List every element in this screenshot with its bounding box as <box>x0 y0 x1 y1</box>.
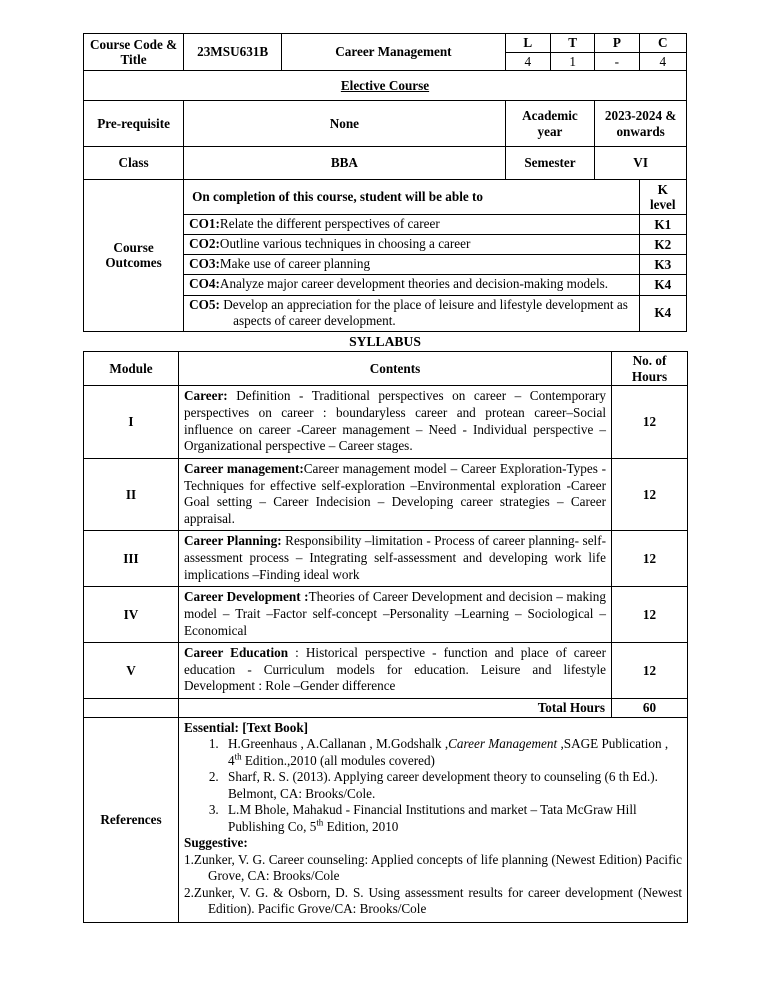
outcome-text-co2 <box>184 235 639 255</box>
outcome-code-co4: CO4: <box>189 276 220 292</box>
module-hours-4: 12 <box>612 587 688 643</box>
course-code-title-label: Course Code & Title <box>84 34 184 71</box>
reference-pre-2: Sharf, R. S. (2013). Applying career development theory to counseling (6 th Ed.). Belmont, CA: Brooks/Cole. <box>228 769 658 801</box>
ltpc-value-t: 1 <box>550 52 594 71</box>
module-contents-1 <box>179 386 612 459</box>
module-hours-3: 12 <box>612 531 688 587</box>
references-essential-heading: Essential: [Text Book] <box>184 719 309 735</box>
ltpc-value-c: 4 <box>639 52 686 71</box>
module-hours-1: 12 <box>612 386 688 459</box>
outcomes-intro-row <box>84 180 687 215</box>
module-body-1: Definition - Traditional perspectives on career – Contemporary perspectives on career : boundaryless career and protean career–Social influence on career -Career management – Need - Individual perspective – Organizational perspective – Career stages. <box>184 388 606 454</box>
syllabus-col-contents: Contents <box>179 352 612 386</box>
module-contents-2 <box>179 458 612 531</box>
prerequisite-row <box>84 101 687 147</box>
prerequisite-value: None <box>184 101 506 147</box>
outcome-text-co4 <box>184 275 639 295</box>
reference-sup-3: th <box>316 817 324 828</box>
outcome-k-co5: K4 <box>639 295 686 331</box>
reference-pre-3: L.M Bhole, Mahakud - Financial Institutions and market – Tata McGraw Hill Publishing Co, 5 <box>228 802 637 834</box>
module-body-4: Theories of Career Development and decision – making model – Trait –Factor self-concept –Personality –Learning – Sociological –Economical <box>184 589 606 638</box>
elective-course-cell <box>84 71 687 101</box>
reference-tail-3: Edition, 2010 <box>323 818 399 834</box>
ltpc-header-p: P <box>595 34 639 53</box>
table-row-module-5 <box>84 643 688 699</box>
module-numeral-4: IV <box>84 587 179 643</box>
references-essential-list <box>184 736 682 835</box>
module-body-3: Responsibility –limitation - Process of career planning- self-assessment process – Integrating self-assessment and developing work life implications –Finding ideal work <box>184 533 606 582</box>
syllabus-col-hours <box>612 352 688 386</box>
semester-value: VI <box>595 147 687 180</box>
list-item <box>222 802 682 835</box>
syllabus-header-row <box>84 352 688 386</box>
k-level-header-text: K level <box>649 181 676 213</box>
module-numeral-1: I <box>84 386 179 459</box>
table-row-module-2 <box>84 458 688 531</box>
module-body-2: Career management model – Career Exploration-Types -Techniques for effective self-exploration –Environmental exploration -Career Goal setting – Career Indecision – Developing career strategies – Career appraisal. <box>184 460 606 526</box>
module-lead-3: Career Planning: <box>184 533 282 549</box>
module-numeral-5: V <box>84 643 179 699</box>
module-hours-2: 12 <box>612 458 688 531</box>
outcome-desc-co2: Outline various techniques in choosing a career <box>219 236 471 252</box>
syllabus-col-hours-text: No. of Hours <box>631 353 668 384</box>
module-lead-1: Career: <box>184 388 228 404</box>
module-lead-2: Career management: <box>184 460 304 476</box>
outcome-code-co3: CO3: <box>189 256 220 272</box>
outcome-code-co2: CO2: <box>189 236 220 252</box>
outcome-k-co2: K2 <box>639 235 686 255</box>
list-item: 1.Zunker, V. G. Career counseling: Applied concepts of life planning (Newest Edition) Pacific Grove, CA: Brooks/Cole <box>184 851 682 884</box>
outcomes-intro-text: On completion of this course, student will be able to <box>184 180 639 215</box>
syllabus-table <box>83 351 688 922</box>
total-hours-spacer <box>84 699 179 718</box>
outcome-line-co5 <box>189 297 634 329</box>
list-item: 2.Zunker, V. G. & Osborn, D. S. Using assessment results for career development (Newest Edition). Pacific Grove/CA: Brooks/Cole <box>184 884 682 917</box>
course-header-table <box>83 33 687 332</box>
references-label: References <box>84 717 179 922</box>
module-body-5: : Historical perspective - function and place of career education - Curriculum models for education. Leisure and lifestyle Development : Role –Gender difference <box>184 645 606 694</box>
class-value: BBA <box>184 147 506 180</box>
ltpc-header-l: L <box>505 34 550 53</box>
k-level-header <box>639 180 686 215</box>
class-row <box>84 147 687 180</box>
course-title-row <box>84 34 687 53</box>
elective-course-label: Elective Course <box>340 77 430 93</box>
course-outcomes-label-text: Course Outcomes <box>105 239 162 271</box>
outcome-line-co4 <box>189 276 634 292</box>
table-row-module-1 <box>84 386 688 459</box>
total-hours-row <box>84 699 688 718</box>
semester-label: Semester <box>505 147 595 180</box>
elective-course-row <box>84 71 687 101</box>
academic-year-value: 2023-2024 & onwards <box>595 101 687 147</box>
academic-year-label: Academic year <box>505 101 595 147</box>
outcome-code-co1: CO1: <box>189 216 220 232</box>
outcome-k-co4: K4 <box>639 275 686 295</box>
module-numeral-3: III <box>84 531 179 587</box>
outcome-text-co5 <box>184 295 639 331</box>
outcome-text-co3 <box>184 255 639 275</box>
module-contents-4 <box>179 587 612 643</box>
outcome-desc-co4: Analyze major career development theories and decision-making models. <box>219 276 609 292</box>
total-hours-label: Total Hours <box>179 699 612 718</box>
list-item <box>222 736 682 769</box>
table-row-module-3 <box>84 531 688 587</box>
ltpc-value-p: - <box>595 52 639 71</box>
outcome-k-co3: K3 <box>639 255 686 275</box>
outcome-desc-co1: Relate the different perspectives of career <box>219 216 440 232</box>
module-lead-5: Career Education <box>184 645 289 661</box>
module-contents-5 <box>179 643 612 699</box>
reference-pre-1: H.Greenhaus , A.Callanan , M.Godshalk , <box>228 736 449 752</box>
table-row-module-4 <box>84 587 688 643</box>
list-item <box>222 769 682 802</box>
ltpc-value-l: 4 <box>505 52 550 71</box>
ltpc-header-t: T <box>550 34 594 53</box>
reference-italic-1: Career Management <box>448 736 558 752</box>
reference-tail-1: Edition.,2010 (all modules covered) <box>241 752 435 768</box>
prerequisite-label-text: Pre-requisite <box>97 115 170 131</box>
module-hours-5: 12 <box>612 643 688 699</box>
references-content <box>179 717 688 922</box>
total-hours-value: 60 <box>612 699 688 718</box>
course-code-value: 23MSU631B <box>184 34 282 71</box>
outcome-k-co1: K1 <box>639 215 686 235</box>
ltpc-header-c: C <box>639 34 686 53</box>
syllabus-col-module: Module <box>84 352 179 386</box>
outcome-text-co1 <box>184 215 639 235</box>
outcome-desc-co5: Develop an appreciation for the place of leisure and lifestyle development as aspects of career development. <box>223 296 628 328</box>
outcome-code-co5: CO5: <box>189 296 224 312</box>
class-label: Class <box>84 147 184 180</box>
module-numeral-2: II <box>84 458 179 531</box>
module-contents-3 <box>179 531 612 587</box>
references-suggestive-heading: Suggestive: <box>184 835 248 851</box>
course-title-value: Career Management <box>282 34 505 71</box>
references-row <box>84 717 688 922</box>
course-outcomes-label <box>84 180 184 332</box>
reference-sup-1: th <box>234 751 242 762</box>
syllabus-caption: SYLLABUS <box>349 333 421 349</box>
module-lead-4: Career Development : <box>184 589 309 605</box>
reference-post-1: ,SAGE Publication , 4 <box>228 736 669 768</box>
outcome-desc-co3: Make use of career planning <box>219 256 371 272</box>
prerequisite-label <box>84 101 184 147</box>
